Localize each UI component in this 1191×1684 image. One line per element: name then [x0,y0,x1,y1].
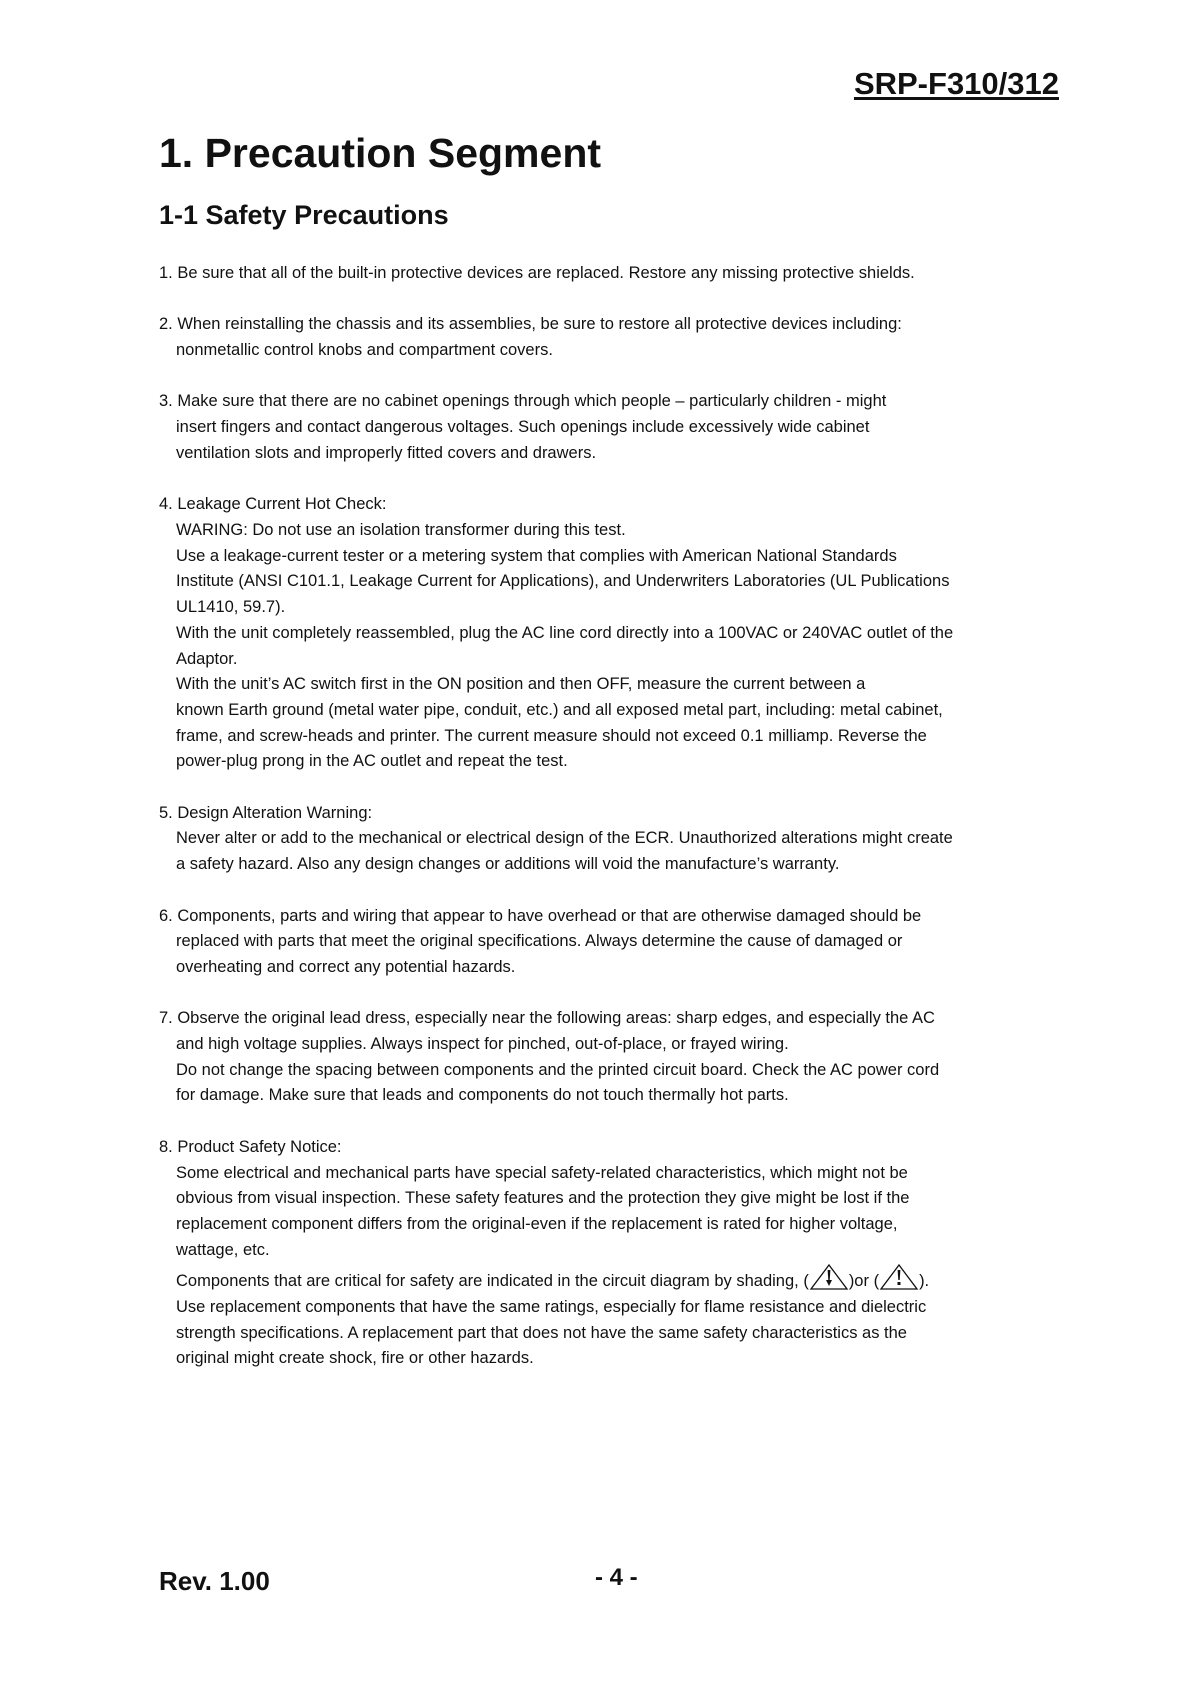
text-line: Use replacement components that have the same ratings, especially for flame resistance and dielectric [176,1298,927,1317]
text-line: Use a leakage-current tester or a metering system that complies with American National Standards [176,546,897,565]
text-line: Never alter or add to the mechanical or electrical design of the ECR. Unauthorized alterations might create [176,829,953,848]
text-line: insert fingers and contact dangerous voltages. Such openings include excessively wide cabinet [176,418,870,437]
precaution-item [159,261,999,287]
text-segment: ). [919,1272,930,1291]
warning-triangle-icon [809,1263,849,1291]
text-line: overheating and correct any potential hazards. [176,957,516,976]
text-line: 1. Be sure that all of the built-in protective devices are replaced. Restore any missing protective shields. [159,264,915,282]
revision-label: Rev. 1.00 [159,1566,270,1596]
page-number: - 4 - [595,1564,638,1591]
text-line: 6. Components, parts and wiring that appear to have overhead or that are otherwise damaged should be [159,906,922,925]
text-line: With the unit’s AC switch first in the ON position and then OFF, measure the current between a [176,675,866,694]
precaution-item [159,801,999,878]
text-line: frame, and screw-heads and printer. The current measure should not exceed 0.1 milliamp. Reverse the [176,726,927,745]
precaution-item [159,904,999,981]
text-line: nonmetallic control knobs and compartment covers. [176,341,553,360]
text-line: 8. Product Safety Notice: [159,1137,342,1156]
text-segment: Components that are critical for safety are indicated in the circuit diagram by shading, ( [176,1272,809,1291]
text-line: replacement component differs from the original-even if the replacement is rated for higher voltage, [176,1214,898,1233]
precaution-item [159,1006,999,1109]
chapter-title: 1. Precaution Segment [159,130,602,176]
model-number-header: SRP-F310/312 [853,66,1059,101]
text-line: UL1410, 59.7). [176,598,286,617]
text-line: power-plug prong in the AC outlet and repeat the test. [176,752,568,771]
precaution-item [159,389,999,466]
text-line: 5. Design Alteration Warning: [159,803,373,822]
text-line: WARING: Do not use an isolation transformer during this test. [176,520,626,539]
text-line: ventilation slots and improperly fitted covers and drawers. [176,443,597,462]
safety-symbol-line [159,1263,999,1295]
text-line: and high voltage supplies. Always inspect for pinched, out-of-place, or frayed wiring. [176,1035,789,1053]
precaution-item [159,492,999,775]
text-line: 7. Observe the original lead dress, especially near the following areas: sharp edges, and especially the AC [159,1009,935,1028]
text-segment: )or ( [848,1272,880,1291]
text-line: Adaptor. [176,649,238,668]
text-line: replaced with parts that meet the original specifications. Always determine the cause of damaged or [176,932,903,951]
text-line: 2. When reinstalling the chassis and its assemblies, be sure to restore all protective devices including: [159,315,902,334]
text-line: With the unit completely reassembled, plug the AC line cord directly into a 100VAC or 240VAC outlet of the [176,623,954,642]
text-line: Institute (ANSI C101.1, Leakage Current for Applications), and Underwriters Laboratories (UL Publications [176,572,950,591]
text-line: original might create shock, fire or other hazards. [176,1349,534,1368]
text-line: a safety hazard. Also any design changes or additions will void the manufacture’s warranty. [176,855,840,874]
text-line: 3. Make sure that there are no cabinet openings through which people – particularly children - might [159,392,887,411]
precaution-item [159,1135,999,1372]
text-line: Do not change the spacing between components and the printed circuit board. Check the AC power cord [176,1060,940,1079]
section-title: 1-1 Safety Precautions [159,200,449,230]
text-line: for damage. Make sure that leads and components do not touch thermally hot parts. [176,1086,789,1105]
text-line: wattage, etc. [176,1240,270,1259]
text-line: obvious from visual inspection. These safety features and the protection they give might be lost if the [176,1189,910,1208]
text-line: 4. Leakage Current Hot Check: [159,495,387,514]
text-line: known Earth ground (metal water pipe, conduit, etc.) and all exposed metal part, including: metal cabinet, [176,700,943,719]
precaution-list [159,261,999,1398]
text-line: Some electrical and mechanical parts have special safety-related characteristics, which might not be [176,1163,908,1182]
warning-triangle-icon [879,1263,919,1291]
precaution-item [159,312,999,363]
text-line: strength specifications. A replacement part that does not have the same safety characteristics as the [176,1323,907,1342]
